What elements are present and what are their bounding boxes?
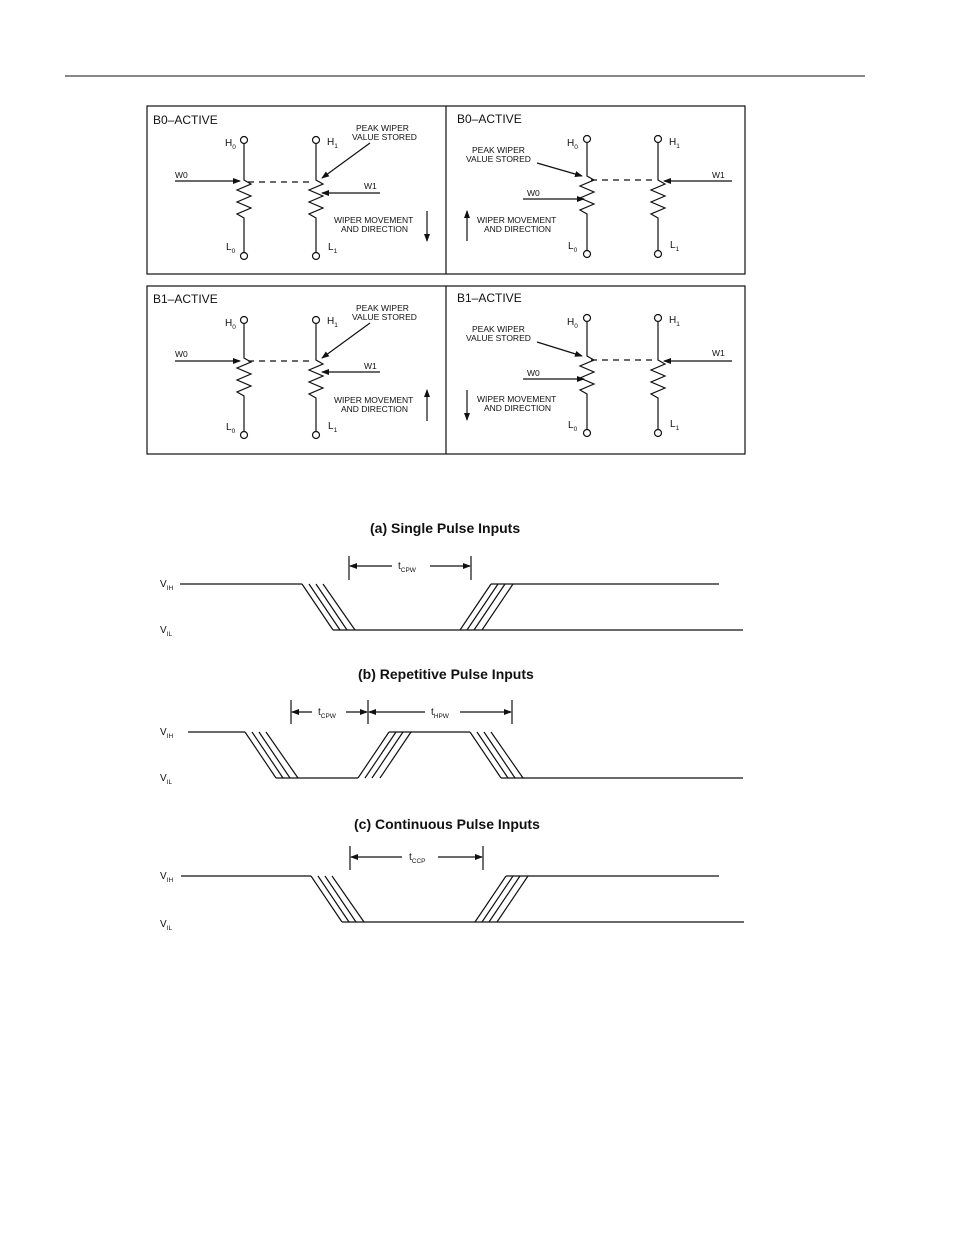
l0-sub: 0 bbox=[231, 428, 236, 435]
svg-text:H0 bbox=[225, 138, 236, 151]
svg-text:tHPW bbox=[431, 707, 450, 720]
h1-sub: 1 bbox=[334, 143, 338, 150]
vil-sub: IL bbox=[166, 631, 173, 638]
svg-text:H1 bbox=[327, 316, 338, 329]
h1-sub: 1 bbox=[676, 143, 680, 150]
l0-label: L bbox=[226, 242, 232, 253]
h0-sub: 0 bbox=[574, 323, 578, 330]
t-cpw-sub: CPW bbox=[400, 567, 416, 574]
wiper-movement-line2: AND DIRECTION bbox=[341, 404, 409, 414]
l0-label: L bbox=[568, 241, 574, 252]
l1-label: L bbox=[670, 240, 676, 251]
timing-single-pulse bbox=[160, 520, 743, 638]
vil-label: V bbox=[160, 773, 167, 784]
timing-continuous-pulse bbox=[160, 816, 744, 932]
svg-text:VIH bbox=[160, 727, 173, 740]
svg-text:L0 bbox=[568, 241, 578, 254]
vil-sub: IL bbox=[166, 925, 173, 932]
peak-wiper-line2: VALUE STORED bbox=[466, 333, 531, 343]
peak-wiper-line1: PEAK WIPER bbox=[472, 324, 525, 334]
svg-text:L0 bbox=[226, 242, 236, 255]
svg-text:L1 bbox=[328, 242, 338, 255]
w1-label: W1 bbox=[712, 348, 725, 358]
svg-text:L0 bbox=[226, 422, 236, 435]
panel-b1-left bbox=[153, 292, 427, 439]
w0-label: W0 bbox=[175, 349, 188, 359]
svg-text:H0 bbox=[567, 138, 578, 151]
l1-sub: 1 bbox=[333, 427, 338, 434]
svg-text:L1 bbox=[670, 240, 680, 253]
vih-sub: IH bbox=[166, 877, 174, 884]
peak-wiper-line2: VALUE STORED bbox=[352, 132, 417, 142]
vih-sub: IH bbox=[166, 733, 174, 740]
t-hpw-label: t bbox=[431, 707, 434, 718]
h0-sub: 0 bbox=[232, 324, 236, 331]
l1-sub: 1 bbox=[675, 246, 680, 253]
svg-text:VIL bbox=[160, 919, 172, 932]
peak-wiper-line2: VALUE STORED bbox=[352, 312, 417, 322]
panel-title: B0–ACTIVE bbox=[457, 112, 522, 126]
peak-wiper-line1: PEAK WIPER bbox=[356, 303, 409, 313]
vil-sub: IL bbox=[166, 779, 173, 786]
h0-label: H bbox=[225, 138, 233, 149]
h0-sub: 0 bbox=[574, 144, 578, 151]
svg-text:L0 bbox=[568, 420, 578, 433]
w0-label: W0 bbox=[527, 368, 540, 378]
l1-label: L bbox=[670, 419, 676, 430]
svg-text:tCPW bbox=[318, 707, 337, 720]
svg-text:tCPW bbox=[398, 561, 417, 574]
w1-label: W1 bbox=[364, 181, 377, 191]
h1-label: H bbox=[669, 137, 677, 148]
svg-text:H1 bbox=[669, 315, 680, 328]
svg-text:VIH bbox=[160, 871, 173, 884]
l1-sub: 1 bbox=[675, 425, 680, 432]
panel-title: B0–ACTIVE bbox=[153, 113, 218, 127]
wiper-movement-line1: WIPER MOVEMENT bbox=[477, 394, 557, 404]
panel-title: B1–ACTIVE bbox=[153, 292, 218, 306]
h0-sub: 0 bbox=[232, 144, 236, 151]
h0-label: H bbox=[567, 317, 575, 328]
w1-label: W1 bbox=[712, 170, 725, 180]
panel-b0-right bbox=[457, 112, 732, 258]
wiper-movement-line1: WIPER MOVEMENT bbox=[477, 215, 557, 225]
panel-title: B1–ACTIVE bbox=[457, 291, 522, 305]
wiper-movement-line2: AND DIRECTION bbox=[484, 403, 552, 413]
svg-text:H0 bbox=[567, 317, 578, 330]
svg-text:H1 bbox=[327, 137, 338, 150]
vil-label: V bbox=[160, 919, 167, 930]
svg-text:tCCP bbox=[409, 852, 426, 865]
l1-label: L bbox=[328, 242, 334, 253]
h1-sub: 1 bbox=[334, 322, 338, 329]
wiper-movement-line2: AND DIRECTION bbox=[341, 224, 409, 234]
h1-label: H bbox=[327, 137, 335, 148]
svg-text:VIL bbox=[160, 625, 172, 638]
svg-text:H0 bbox=[225, 318, 236, 331]
l0-sub: 0 bbox=[573, 247, 578, 254]
peak-wiper-line2: VALUE STORED bbox=[466, 154, 531, 164]
l0-label: L bbox=[226, 422, 232, 433]
timing-diagrams bbox=[160, 520, 744, 932]
svg-text:VIL bbox=[160, 773, 172, 786]
t-cpw-label: t bbox=[398, 561, 401, 572]
w0-label: W0 bbox=[527, 188, 540, 198]
h1-label: H bbox=[327, 316, 335, 327]
timing-repetitive-pulse bbox=[160, 666, 743, 786]
t-cpw-sub: CPW bbox=[320, 713, 336, 720]
w1-label: W1 bbox=[364, 361, 377, 371]
t-ccp-sub: CCP bbox=[411, 858, 426, 865]
l1-sub: 1 bbox=[333, 248, 338, 255]
timing-a-title: (a) Single Pulse Inputs bbox=[370, 520, 521, 536]
panel-b1-right bbox=[457, 291, 732, 437]
wiper-movement-line1: WIPER MOVEMENT bbox=[334, 215, 414, 225]
wiper-movement-line2: AND DIRECTION bbox=[484, 224, 552, 234]
t-cpw-label: t bbox=[318, 707, 321, 718]
w0-label: W0 bbox=[175, 170, 188, 180]
h0-label: H bbox=[225, 318, 233, 329]
panel-b0-left bbox=[153, 113, 427, 260]
vil-label: V bbox=[160, 625, 167, 636]
t-hpw-sub: HPW bbox=[433, 713, 449, 720]
h1-sub: 1 bbox=[676, 321, 680, 328]
peak-wiper-line1: PEAK WIPER bbox=[472, 145, 525, 155]
vih-label: V bbox=[160, 727, 167, 738]
vih-label: V bbox=[160, 579, 167, 590]
timing-c-title: (c) Continuous Pulse Inputs bbox=[354, 816, 540, 832]
l1-label: L bbox=[328, 421, 334, 432]
vih-sub: IH bbox=[166, 585, 174, 592]
t-ccp-label: t bbox=[409, 852, 412, 863]
l0-label: L bbox=[568, 420, 574, 431]
h1-label: H bbox=[669, 315, 677, 326]
svg-text:H1 bbox=[669, 137, 680, 150]
svg-text:VIH bbox=[160, 579, 173, 592]
l0-sub: 0 bbox=[231, 248, 236, 255]
svg-text:L1 bbox=[670, 419, 680, 432]
vih-label: V bbox=[160, 871, 167, 882]
peak-wiper-line1: PEAK WIPER bbox=[356, 123, 409, 133]
wiper-diagram-figure bbox=[147, 106, 745, 454]
wiper-movement-line1: WIPER MOVEMENT bbox=[334, 395, 414, 405]
h0-label: H bbox=[567, 138, 575, 149]
svg-text:L1 bbox=[328, 421, 338, 434]
timing-b-title: (b) Repetitive Pulse Inputs bbox=[358, 666, 534, 682]
l0-sub: 0 bbox=[573, 426, 578, 433]
